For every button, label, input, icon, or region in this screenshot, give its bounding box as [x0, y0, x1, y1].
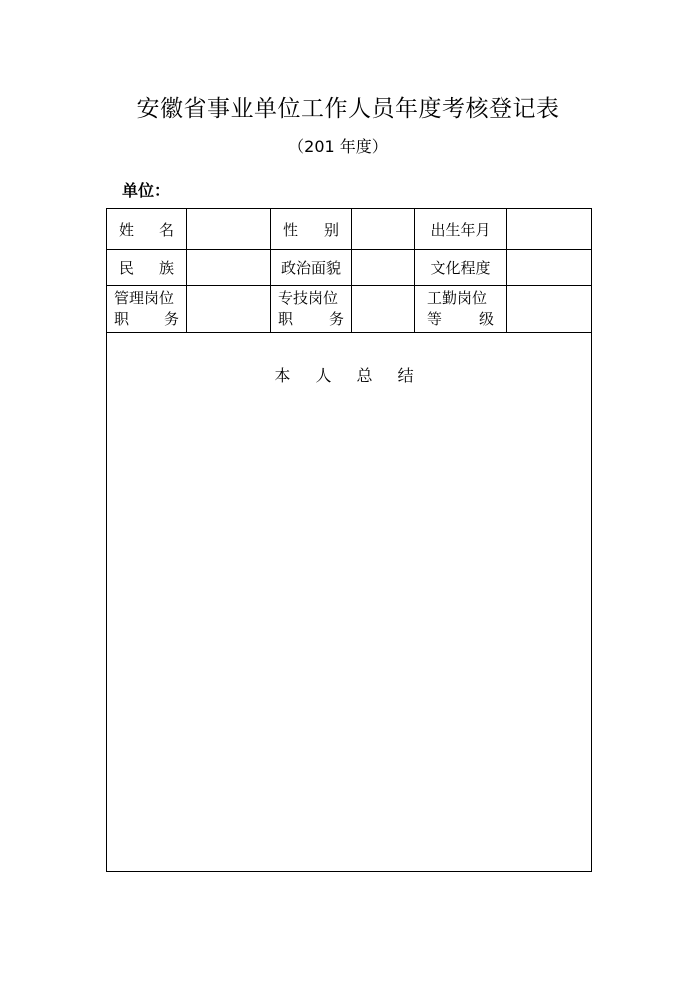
summary-title: 本 人 总 结 — [274, 366, 424, 385]
gender-label-char: 性 — [283, 220, 299, 239]
mgmt-post-field[interactable] — [187, 286, 271, 333]
ethnicity-label-char: 族 — [158, 259, 174, 277]
tech-post-label-cell — [271, 286, 352, 333]
labor-post-label-char: 等 — [427, 310, 443, 328]
ethnicity-label-char: 民 — [119, 259, 135, 277]
name-label-cell — [107, 209, 187, 250]
mgmt-post-label-char: 职 — [114, 310, 130, 328]
education-label: 文化程度 — [415, 250, 507, 286]
birth-field[interactable] — [507, 209, 592, 250]
education-field[interactable] — [507, 250, 592, 286]
name-field[interactable] — [187, 209, 271, 250]
summary-area[interactable] — [107, 333, 592, 872]
table-row — [107, 333, 592, 872]
labor-post-label-line1: 工勤岗位 — [427, 289, 488, 307]
labor-post-label-cell — [415, 286, 507, 333]
gender-label-char: 别 — [323, 220, 339, 239]
ethnicity-field[interactable] — [187, 250, 271, 286]
mgmt-post-label-cell — [107, 286, 187, 333]
gender-label-cell — [271, 209, 352, 250]
tech-post-field[interactable] — [352, 286, 415, 333]
name-label-char: 名 — [158, 220, 174, 239]
registration-table — [106, 208, 592, 872]
table-row — [107, 250, 592, 286]
tech-post-label-line1: 专技岗位 — [278, 289, 339, 307]
political-label: 政治面貌 — [271, 250, 352, 286]
mgmt-post-label-char: 务 — [163, 310, 179, 328]
birth-label: 出生年月 — [415, 209, 507, 250]
form-title: 安徽省事业单位工作人员年度考核登记表 — [136, 96, 560, 122]
tech-post-label-char: 务 — [328, 310, 344, 328]
table-row — [107, 209, 592, 250]
labor-post-label-char: 级 — [478, 310, 494, 328]
name-label-char: 姓 — [119, 220, 135, 239]
mgmt-post-label-line1: 管理岗位 — [114, 289, 175, 307]
tech-post-label-char: 职 — [278, 310, 294, 328]
labor-post-field[interactable] — [507, 286, 592, 333]
political-field[interactable] — [352, 250, 415, 286]
ethnicity-label-cell — [107, 250, 187, 286]
year-label: （201 年度） — [288, 137, 388, 156]
gender-field[interactable] — [352, 209, 415, 250]
table-row — [107, 286, 592, 333]
unit-label: 单位： — [122, 181, 171, 200]
